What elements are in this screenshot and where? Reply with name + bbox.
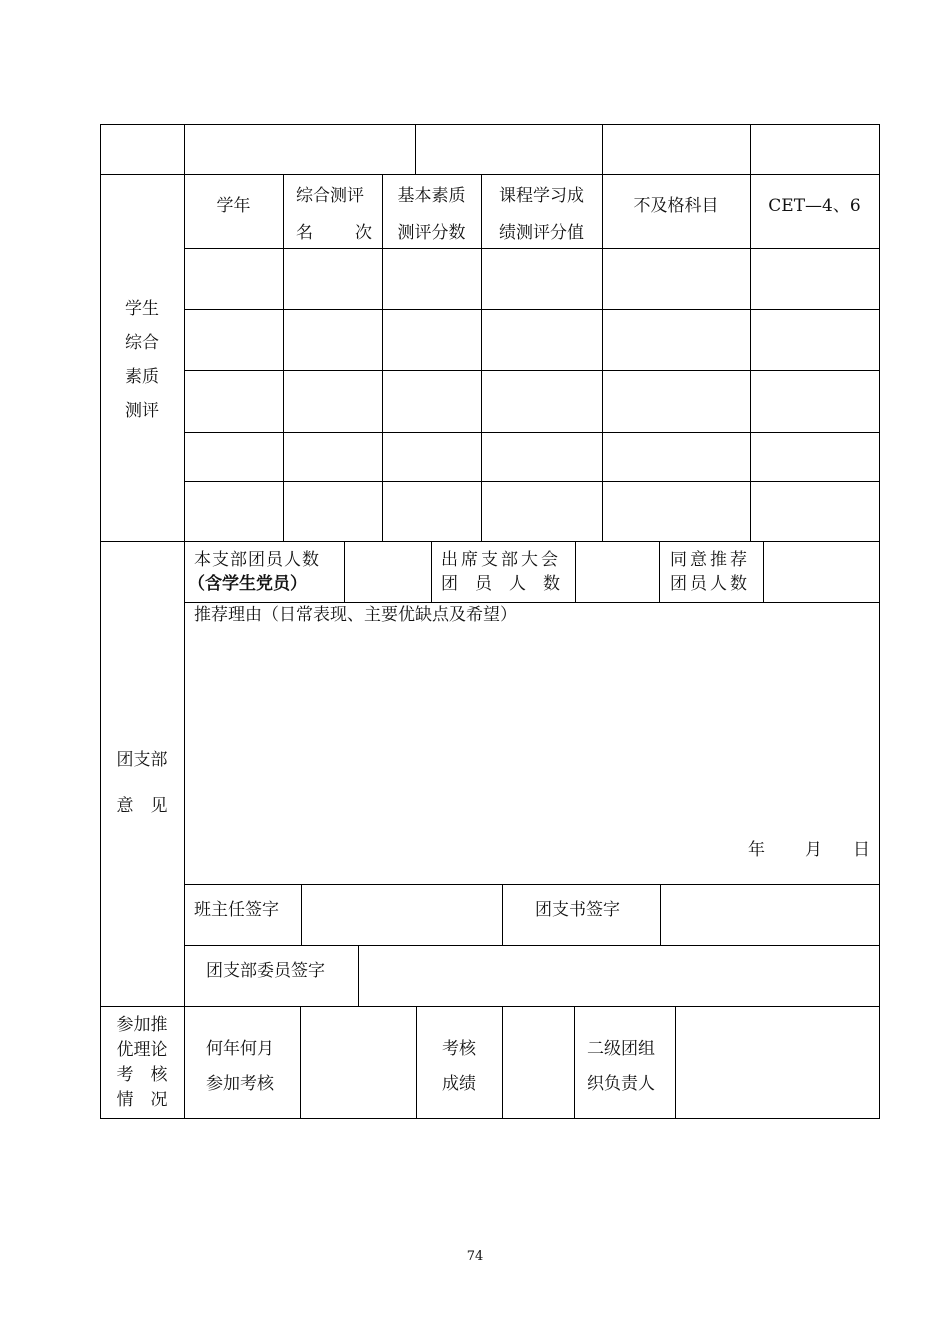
agree-count-label (670, 548, 760, 596)
exam-score-label (442, 1032, 476, 1102)
exam-label-line: 参加推 (116, 1015, 168, 1035)
header-year: 学年 (216, 196, 251, 216)
col-divider (675, 1006, 676, 1118)
header-failed-subjects: 不及格科目 (633, 196, 719, 216)
members-count-label (188, 548, 342, 596)
col-divider (301, 884, 302, 945)
agree-label-line1: 同意推荐 (670, 550, 750, 570)
table-border-right (879, 124, 880, 1119)
members-label-line1: 本支部团员人数 (194, 550, 320, 570)
exam-org-line1: 二级团组 (587, 1039, 655, 1059)
row-divider (184, 481, 880, 482)
table-border-bottom (100, 1118, 880, 1119)
recommend-reason-label: 推荐理由（日常表现、主要优缺点及希望） (194, 605, 517, 625)
header-basic-quality (382, 178, 481, 252)
attend-count-label (441, 548, 571, 596)
col-divider (344, 541, 345, 602)
exam-org-label (587, 1032, 655, 1102)
eval-section-label (100, 292, 184, 428)
exam-label-line: 情 况 (116, 1090, 168, 1110)
col-divider (750, 174, 751, 541)
col-divider (602, 124, 603, 174)
header-rank-line1: 综合测评 (296, 186, 364, 206)
date-year: 年 (748, 840, 765, 860)
eval-label-line: 学生 (125, 299, 159, 319)
col-divider (575, 541, 576, 602)
col-divider (431, 541, 432, 602)
exam-when-line1: 何年何月 (206, 1039, 274, 1059)
branch-label-line2: 意 见 (116, 796, 168, 816)
col-divider (300, 1006, 301, 1118)
label-column-divider (184, 124, 185, 1119)
col-divider (660, 884, 661, 945)
col-divider (416, 1006, 417, 1118)
header-rank-char-b: 次 (355, 223, 372, 243)
header-cet: CET—4、6 (768, 196, 861, 216)
row-divider (184, 945, 880, 946)
attend-label-line1: 出席支部大会 (441, 550, 561, 570)
committee-sign-label: 团支部委员签字 (206, 961, 325, 981)
branch-label-line1: 团支部 (116, 750, 168, 770)
col-divider (574, 1006, 575, 1118)
attend-label-line2: 团 员 人 数 (441, 574, 560, 594)
header-course-line2: 绩测评分值 (499, 223, 584, 243)
exam-score-line2: 成绩 (442, 1074, 476, 1094)
col-divider (659, 541, 660, 602)
row-divider (184, 432, 880, 433)
agree-label-line2: 团员人数 (670, 574, 750, 594)
header-rank-line2 (296, 215, 372, 252)
class-teacher-sign-label: 班主任签字 (194, 900, 279, 920)
branch-section-label (100, 737, 184, 829)
page-number: 74 (466, 1249, 484, 1264)
row-divider (100, 174, 880, 175)
row-divider (184, 370, 880, 371)
exam-when-label (206, 1032, 274, 1102)
exam-label-line: 考 核 (116, 1065, 168, 1085)
date-month: 月 (805, 840, 822, 860)
header-basic-line2: 测评分数 (397, 223, 466, 243)
col-divider (358, 945, 359, 1006)
header-rank (296, 178, 372, 252)
col-divider (763, 541, 764, 602)
row-divider (184, 602, 880, 603)
table-border-top (100, 124, 880, 125)
date-day: 日 (853, 840, 870, 860)
members-label-line2: （含学生党员） (188, 574, 307, 594)
row-divider (184, 309, 880, 310)
header-rank-char-a: 名 (296, 223, 313, 243)
exam-section-label (100, 1013, 184, 1113)
col-divider (750, 124, 751, 174)
col-divider (602, 174, 603, 541)
row-divider (100, 1006, 880, 1007)
col-divider (502, 1006, 503, 1118)
exam-score-line1: 考核 (442, 1039, 476, 1059)
exam-when-line2: 参加考核 (206, 1074, 274, 1094)
eval-label-line: 综合 (125, 333, 159, 353)
eval-label-line: 测评 (125, 401, 159, 421)
exam-org-line2: 织负责人 (587, 1074, 655, 1094)
col-divider (415, 124, 416, 174)
eval-label-line: 素质 (125, 367, 159, 387)
header-basic-line1: 基本素质 (397, 186, 466, 206)
table-border-left (100, 124, 101, 1119)
exam-label-line: 优理论 (116, 1040, 168, 1060)
row-divider (184, 884, 880, 885)
header-course-line1: 课程学习成 (499, 186, 584, 206)
col-divider (283, 174, 284, 541)
col-divider (502, 884, 503, 945)
header-course-score (481, 178, 602, 252)
secretary-sign-label: 团支书签字 (535, 900, 620, 920)
